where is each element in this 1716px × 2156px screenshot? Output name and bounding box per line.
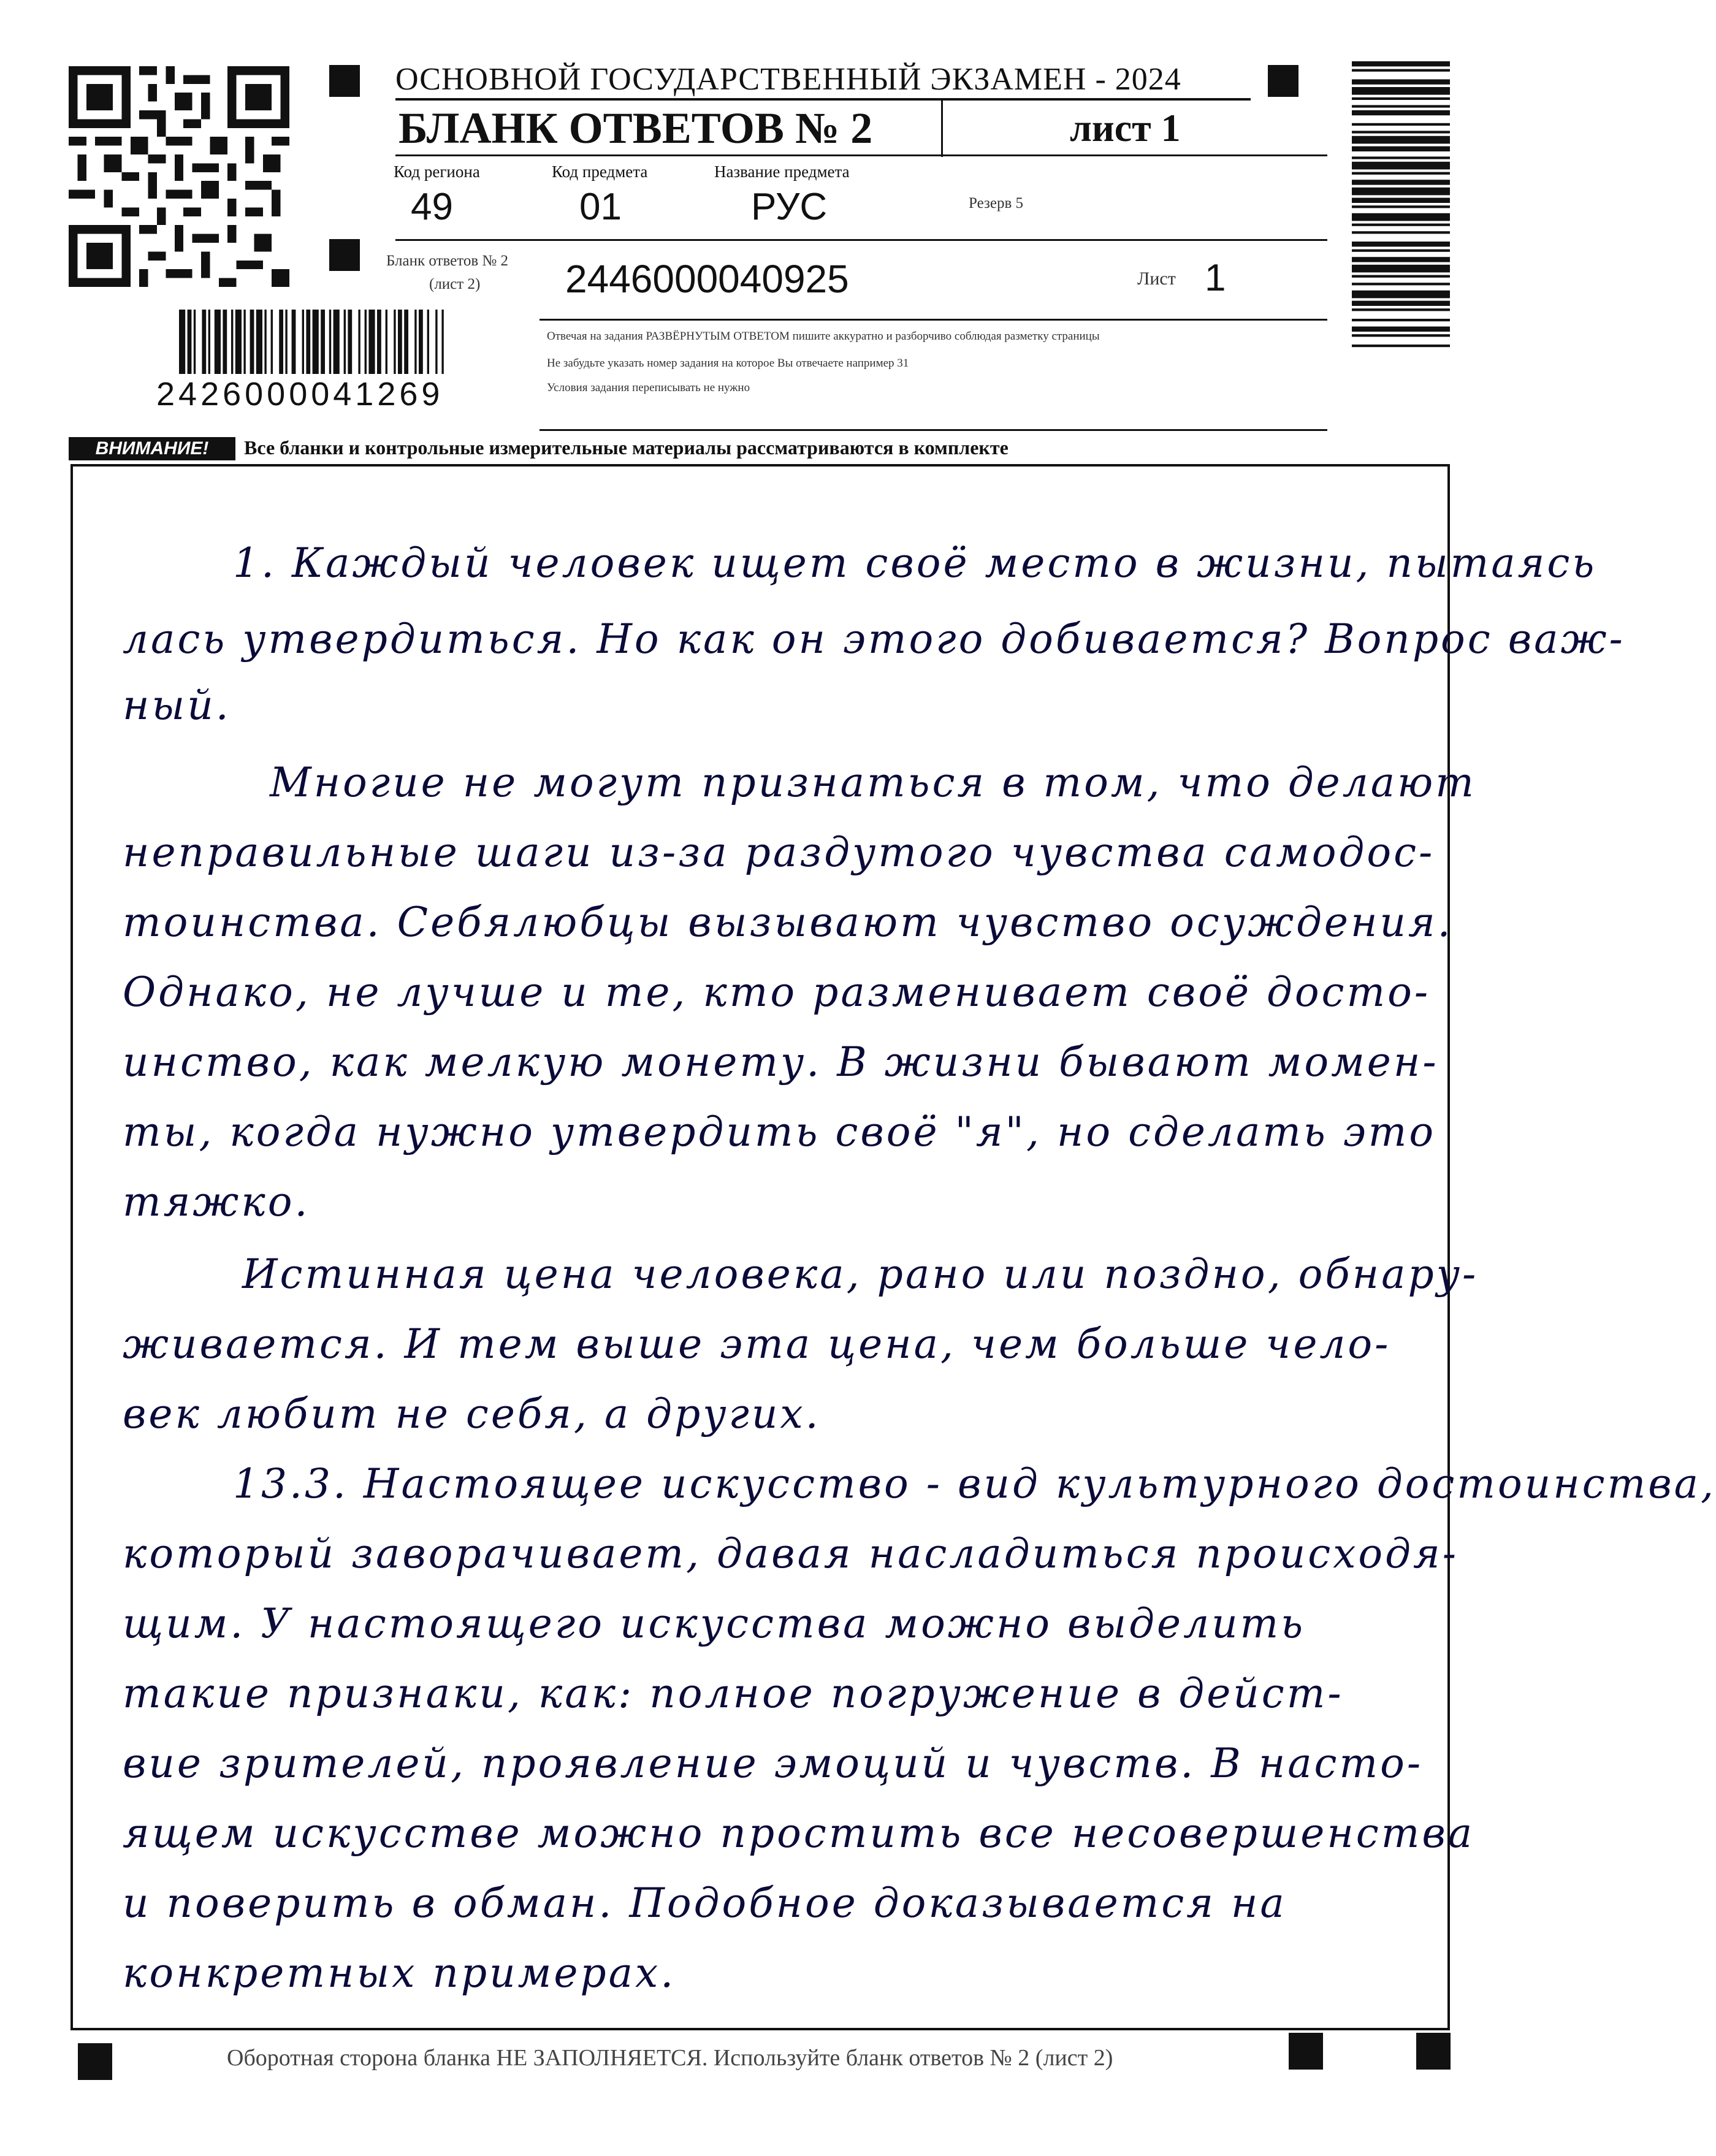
number-rule [540,319,1327,321]
registration-marker-bottom-left [78,2043,112,2080]
handwritten-line: который заворачивает, давая насладиться происходя- [123,1530,1459,1577]
handwritten-line: Однако, не лучше и те, кто разменивает своё досто- [123,969,1431,1016]
subject-name-label: Название предмета [714,162,850,181]
region-value: 49 [411,186,453,228]
instruction-3: Условия задания переписывать не нужно [547,381,750,394]
title-underline [395,98,1251,101]
blank-title: БЛАНК ОТВЕТОВ № 2 [398,104,873,153]
exam-title: ОСНОВНОЙ ГОСУДАРСТВЕННЫЙ ЭКЗАМЕН - 2024 [395,62,1181,97]
warning-text: Все бланки и контрольные измерительные материалы рассматриваются в комплекте [244,436,1009,459]
header-divider [941,101,943,157]
instruction-1: Отвечая на задания РАЗВЁРНУТЫМ ОТВЕТОМ пишите аккуратно и разборчиво соблюдая разметку страницы [547,330,1100,343]
blank-ref-label-1: Бланк ответов № 2 [386,253,508,269]
blank-number: 2446000040925 [565,257,849,301]
sheet-label: Лист [1137,269,1176,289]
registration-marker-bottom-right [1416,2033,1451,2070]
region-label: Код региона [394,162,480,181]
handwritten-line: инство, как мелкую монету. В жизни бывают момен- [123,1038,1439,1086]
barcode-left [179,310,498,377]
barcode-number: 2426000041269 [156,376,444,413]
handwritten-line: век любит не себя, а других. [123,1390,821,1438]
handwritten-line: ный. [123,682,231,729]
handwritten-line: неправильные шаги из-за раздутого чувства самодос- [123,829,1435,876]
header-rule [395,154,1327,156]
subject-code-label: Код предмета [552,162,648,181]
qr-code [69,66,289,287]
reserve-label: Резерв 5 [969,195,1024,211]
handwritten-line: лась утвердиться. Но как он этого добивается? Вопрос важ- [123,615,1625,663]
handwritten-line: ты, когда нужно утвердить своё "я", но сделать это [123,1108,1436,1156]
handwritten-line: 13.3. Настоящее искусство - вид культурного достоинства, [233,1460,1716,1507]
registration-marker-bottom-mid [1289,2033,1323,2070]
subject-code-value: 01 [579,186,622,228]
subject-name-value: РУС [751,186,828,228]
handwritten-line: Истинная цена человека, рано или поздно, обнару- [242,1251,1479,1298]
handwritten-line: ящем искусстве можно простить все несовершенства [123,1810,1475,1857]
handwritten-line: 1. Каждый человек ищет своё место в жизни, пытаясь [233,539,1597,587]
sheet-value: 1 [1205,257,1226,299]
instruction-2: Не забудьте указать номер задания на которое Вы отвечаете например 31 [547,357,909,370]
registration-marker-top-right [1268,65,1298,97]
handwritten-line: живается. И тем выше эта цена, чем больше чело- [123,1320,1391,1368]
handwritten-line: тяжко. [123,1178,310,1225]
warning-badge: ВНИМАНИЕ! [69,437,235,460]
sheet-title: лист 1 [1070,106,1181,150]
handwritten-line: и поверить в обман. Подобное доказывается на [123,1880,1287,1927]
barcode-right [1352,61,1450,417]
handwritten-line: тоинства. Себялюбцы вызывают чувство осуждения. [123,899,1453,946]
handwritten-line: конкретных примерах. [123,1949,676,1997]
registration-marker-mid-left [329,239,360,271]
footer-note: Оборотная сторона бланка НЕ ЗАПОЛНЯЕТСЯ. Используйте бланк ответов № 2 (лист 2) [227,2045,1113,2071]
handwritten-line: вие зрителей, проявление эмоций и чувств. В насто- [123,1740,1424,1787]
fields-rule [395,239,1327,241]
handwritten-line: такие признаки, как: полное погружение в дейст- [123,1670,1344,1717]
registration-marker-top-left [329,65,360,97]
instructions-rule [540,429,1327,431]
answer-box [71,464,1450,2030]
blank-ref-label-2: (лист 2) [429,276,481,292]
handwritten-line: Многие не могут признаться в том, что делают [270,759,1476,806]
handwritten-line: щим. У настоящего искусства можно выделить [123,1600,1306,1647]
